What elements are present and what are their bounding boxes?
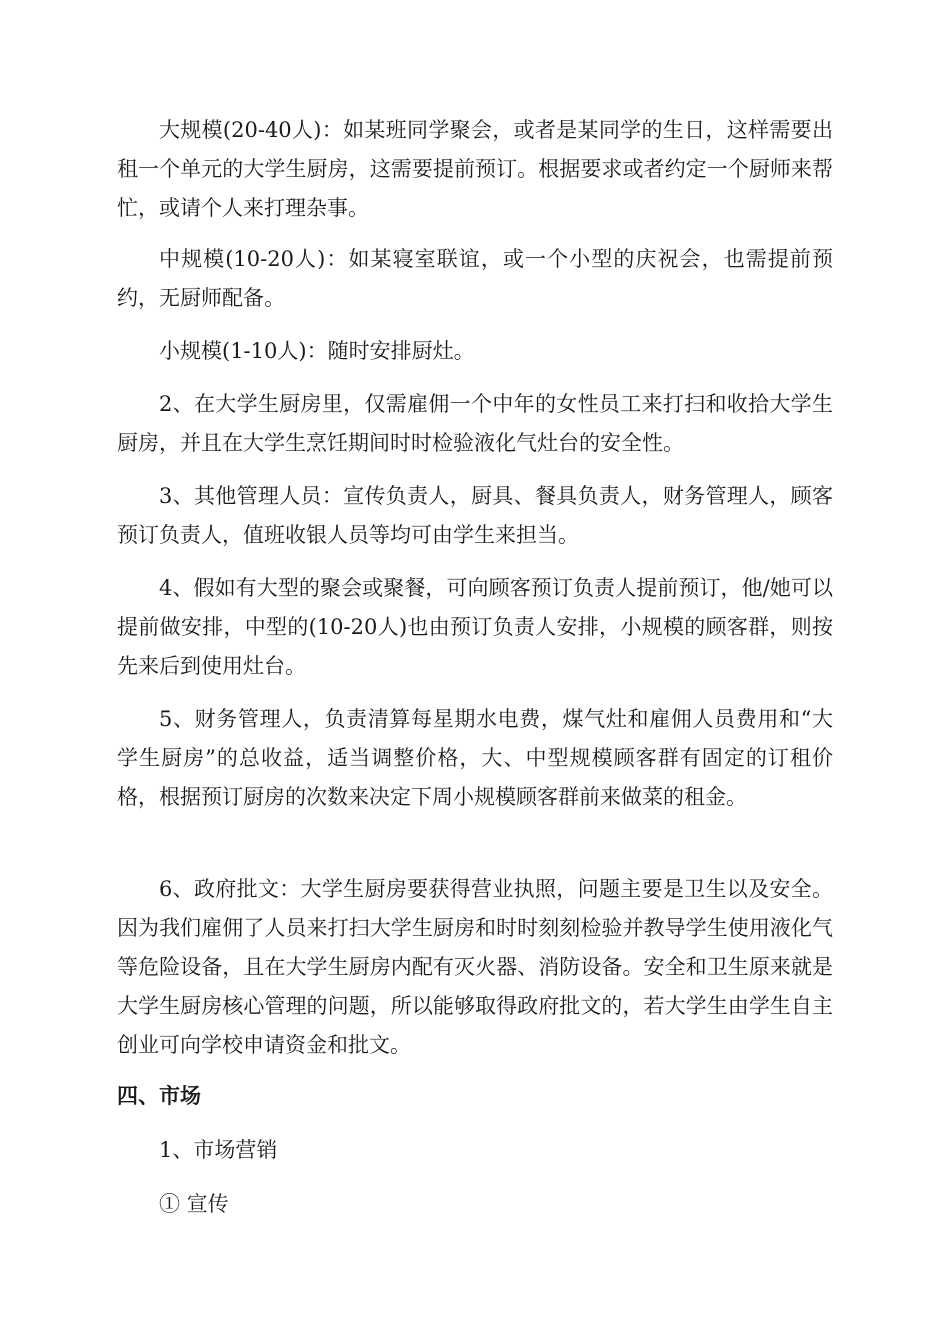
section-heading: 四、市场 (117, 1084, 201, 1108)
paragraph-item-4: 4、假如有大型的聚会或聚餐，可向顾客预订负责人提前预订，他/她可以提前做安排，中型的(10-20人)也由预订负责人安排，小规模的顾客群，则按先来后到使用灶台。 (117, 576, 833, 678)
paragraph-item-5: 5、财务管理人，负责清算每星期水电费，煤气灶和雇佣人员费用和“大学生厨房”的总收益，适当调整价格，大、中型规模顾客群有固定的订租价格，根据预订厨房的次数来决定下周小规模顾客群前来做菜的租金。 (117, 707, 833, 809)
subsection-promotion: ① 宣传 (159, 1192, 229, 1216)
paragraph-item-6: 6、政府批文：大学生厨房要获得营业执照，问题主要是卫生以及安全。因为我们雇佣了人员来打扫大学生厨房和时时刻刻检验并教导学生使用液化气等危险设备，且在大学生厨房内配有灭火器、消防设备。安全和卫生原来就是大学生厨房核心管理的问题，所以能够取得政府批文的，若大学生由学生自主创业可向学校申请资金和批文。 (117, 877, 833, 1057)
paragraph-small-scale: 小规模(1-10人)：随时安排厨灶。 (159, 339, 475, 363)
paragraph-item-3: 3、其他管理人员：宣传负责人，厨具、餐具负责人，财务管理人，顾客预订负责人，值班收银人员等均可由学生来担当。 (117, 484, 833, 547)
paragraph-medium-scale: 中规模(10-20人)：如某寝室联谊，或一个小型的庆祝会，也需提前预约，无厨师配备。 (117, 247, 833, 310)
subsection-marketing: 1、市场营销 (159, 1138, 278, 1162)
paragraph-item-2: 2、在大学生厨房里，仅需雇佣一个中年的女性员工来打扫和收拾大学生厨房，并且在大学生烹饪期间时时检验液化气灶台的安全性。 (117, 392, 833, 455)
paragraph-large-scale: 大规模(20-40人)：如某班同学聚会，或者是某同学的生日，这样需要出租一个单元的大学生厨房，这需要提前预订。根据要求或者约定一个厨师来帮忙，或请个人来打理杂事。 (117, 118, 833, 220)
